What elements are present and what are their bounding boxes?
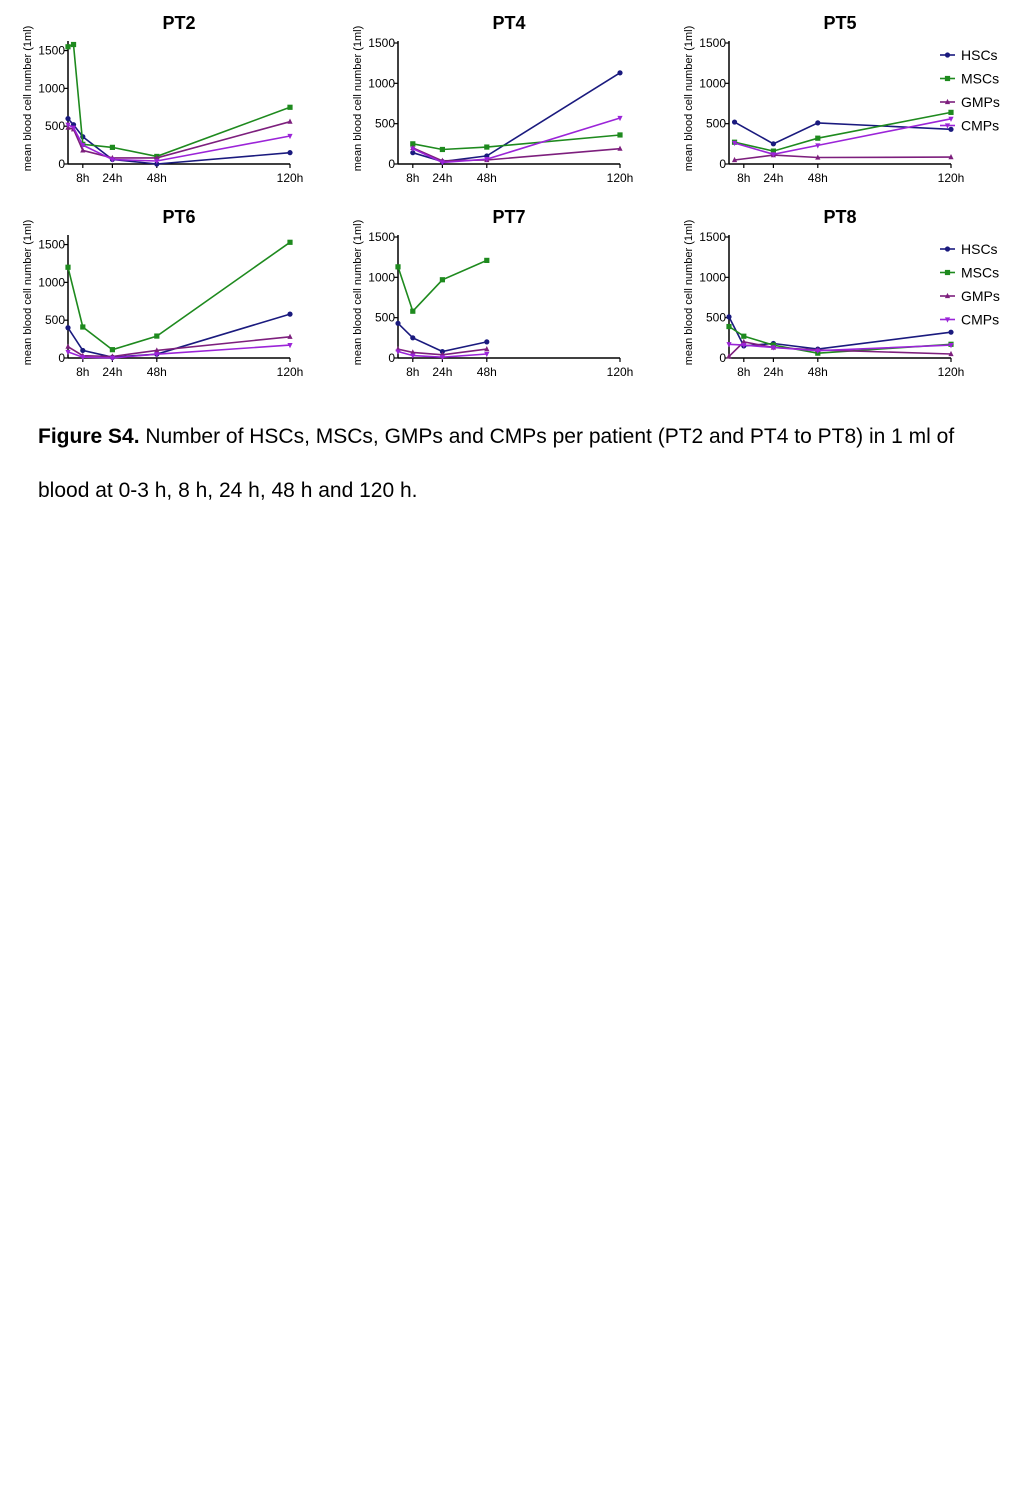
- y-tick-label: 500: [374, 116, 395, 131]
- y-tick-label: 0: [58, 157, 65, 171]
- x-tick-label: 24h: [763, 365, 784, 379]
- x-tick-label: 48h: [807, 365, 828, 379]
- y-tick-label: 1500: [368, 230, 395, 244]
- data-point: [65, 325, 70, 330]
- y-axis-label: mean blood cell number (1ml): [22, 219, 34, 366]
- x-tick-label: 120h: [937, 171, 965, 185]
- series-cmps: [732, 117, 954, 158]
- y-tick-label: 500: [374, 310, 395, 325]
- series-line: [729, 317, 951, 349]
- x-tick-label: 24h: [102, 171, 123, 185]
- series-mscs: [65, 240, 292, 353]
- x-tick-label: 8h: [76, 365, 90, 379]
- y-tick-label: 1500: [368, 36, 395, 50]
- series-line: [735, 155, 952, 160]
- data-point: [726, 314, 731, 319]
- caption-label: Figure S4.: [38, 425, 140, 448]
- y-axis-label: mean blood cell number (1ml): [22, 25, 34, 172]
- y-tick-label: 1000: [38, 81, 65, 96]
- data-point: [80, 324, 85, 329]
- series-hscs: [395, 321, 489, 354]
- data-point: [617, 132, 622, 137]
- data-point: [71, 42, 76, 47]
- x-tick-label: 24h: [432, 171, 453, 185]
- data-point: [732, 119, 737, 124]
- data-point: [726, 324, 731, 329]
- legend-entry: MSCs: [961, 70, 1000, 87]
- y-tick-label: 500: [44, 119, 65, 134]
- x-tick-label: 48h: [146, 365, 167, 379]
- x-tick-label: 8h: [406, 171, 420, 185]
- x-tick-label: 48h: [476, 171, 497, 185]
- series-gmps: [732, 152, 954, 162]
- panel-pt8: [683, 207, 1000, 379]
- data-point: [287, 105, 292, 110]
- data-point: [395, 264, 400, 269]
- y-tick-label: 500: [44, 313, 65, 328]
- data-point: [65, 265, 70, 270]
- legend-entry: CMPs: [961, 117, 1000, 134]
- series-mscs: [395, 258, 489, 314]
- y-tick-label: 1500: [38, 43, 65, 58]
- data-point: [287, 119, 292, 124]
- y-tick-label: 500: [705, 310, 726, 325]
- data-point: [65, 344, 70, 349]
- x-tick-label: 24h: [432, 365, 453, 379]
- data-point: [440, 147, 445, 152]
- x-tick-label: 8h: [737, 365, 751, 379]
- panel-title: PT5: [823, 13, 857, 33]
- data-point: [815, 120, 820, 125]
- panel-pt6: [22, 207, 303, 379]
- y-tick-label: 1500: [38, 237, 65, 252]
- y-tick-label: 500: [705, 116, 726, 131]
- y-tick-label: 0: [388, 157, 395, 171]
- x-tick-label: 8h: [737, 171, 751, 185]
- data-point: [410, 335, 415, 340]
- x-tick-label: 8h: [406, 365, 420, 379]
- x-tick-label: 8h: [76, 171, 90, 185]
- data-point: [948, 110, 953, 115]
- y-axis-label: mean blood cell number (1ml): [352, 219, 364, 366]
- x-tick-label: 120h: [276, 171, 304, 185]
- legend: [940, 241, 1000, 328]
- data-point: [484, 258, 489, 263]
- x-tick-label: 120h: [937, 365, 965, 379]
- y-tick-label: 1000: [699, 76, 726, 91]
- y-tick-label: 0: [719, 157, 726, 171]
- y-tick-label: 1000: [368, 270, 395, 285]
- series-line: [68, 45, 290, 157]
- panel-pt5: [683, 13, 1000, 185]
- x-tick-label: 48h: [476, 365, 497, 379]
- y-tick-label: 0: [719, 351, 726, 365]
- legend: [940, 47, 1000, 134]
- y-axis-label: mean blood cell number (1ml): [683, 25, 695, 172]
- series-line: [68, 242, 290, 349]
- data-point: [948, 330, 953, 335]
- panel-title: PT7: [492, 207, 526, 227]
- series-line: [398, 260, 487, 311]
- series-mscs: [732, 110, 954, 154]
- data-point: [154, 333, 159, 338]
- data-point: [484, 339, 489, 344]
- data-point: [741, 334, 746, 339]
- series-cmps: [65, 123, 292, 165]
- x-tick-label: 24h: [763, 171, 784, 185]
- legend-entry: CMPs: [961, 311, 1000, 328]
- y-axis-label: mean blood cell number (1ml): [683, 219, 695, 366]
- data-point: [287, 312, 292, 317]
- figure-caption: [38, 410, 998, 518]
- x-tick-label: 120h: [606, 171, 634, 185]
- legend-entry: GMPs: [961, 288, 1000, 304]
- data-point: [110, 145, 115, 150]
- y-tick-label: 1000: [699, 270, 726, 285]
- data-point: [287, 240, 292, 245]
- series-line: [735, 112, 952, 151]
- data-point: [440, 277, 445, 282]
- panel-pt7: [352, 207, 633, 379]
- data-point: [948, 127, 953, 132]
- y-tick-label: 1500: [699, 36, 726, 50]
- panel-title: PT2: [162, 13, 196, 33]
- x-tick-label: 24h: [102, 365, 123, 379]
- legend-entry: HSCs: [961, 47, 998, 63]
- legend-entry: HSCs: [961, 241, 998, 257]
- series-mscs: [410, 132, 622, 152]
- legend-entry: MSCs: [961, 264, 1000, 281]
- data-point: [945, 246, 950, 251]
- legend-entry: GMPs: [961, 94, 1000, 110]
- y-axis-label: mean blood cell number (1ml): [352, 25, 364, 172]
- panel-title: PT4: [492, 13, 526, 33]
- series-line: [413, 118, 620, 162]
- y-tick-label: 1500: [699, 230, 726, 244]
- data-point: [945, 270, 950, 275]
- panel-title: PT8: [823, 207, 857, 227]
- y-tick-label: 1000: [38, 275, 65, 290]
- panel-pt2: [22, 13, 303, 185]
- data-point: [65, 44, 70, 49]
- data-point: [945, 52, 950, 57]
- data-point: [80, 348, 85, 353]
- data-point: [945, 76, 950, 81]
- data-point: [395, 321, 400, 326]
- data-point: [484, 144, 489, 149]
- panel-pt4: [352, 13, 633, 185]
- y-tick-label: 1000: [368, 76, 395, 91]
- x-tick-label: 48h: [146, 171, 167, 185]
- data-point: [815, 136, 820, 141]
- y-tick-label: 0: [58, 351, 65, 365]
- data-point: [771, 141, 776, 146]
- series-line: [68, 122, 290, 158]
- data-point: [410, 309, 415, 314]
- figure-panels: [0, 0, 1024, 400]
- x-tick-label: 48h: [807, 171, 828, 185]
- data-point: [65, 116, 70, 121]
- y-tick-label: 0: [388, 351, 395, 365]
- caption-text: Number of HSCs, MSCs, GMPs and CMPs per patient (PT2 and PT4 to PT8) in 1 ml of blood at 0-3 h, 8 h, 24 h, 48 h and 120 h.: [38, 425, 955, 502]
- data-point: [287, 150, 292, 155]
- data-point: [110, 347, 115, 352]
- x-tick-label: 120h: [276, 365, 304, 379]
- data-point: [617, 70, 622, 75]
- panel-title: PT6: [162, 207, 196, 227]
- x-tick-label: 120h: [606, 365, 634, 379]
